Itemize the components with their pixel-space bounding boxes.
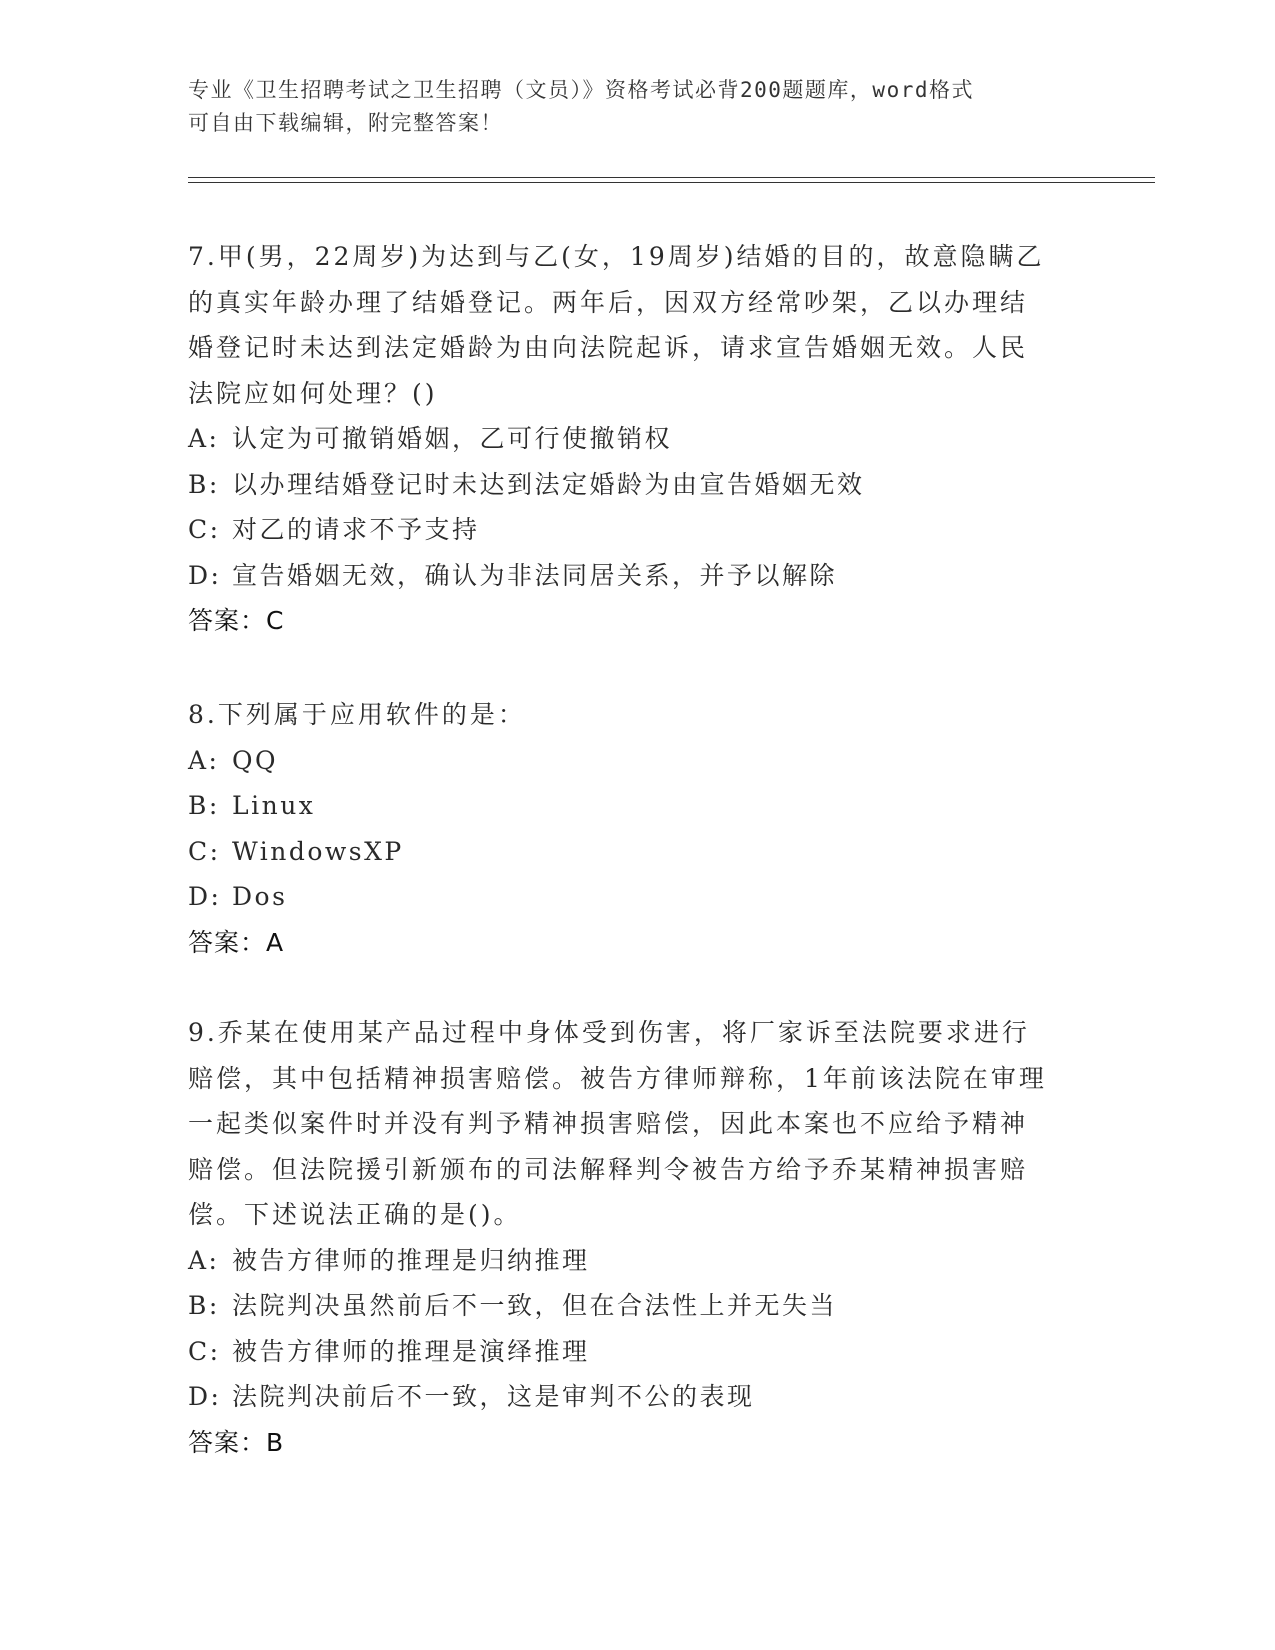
option-a <box>188 1238 1088 1284</box>
option-a <box>188 738 1088 784</box>
option-text: 以办理结婚登记时未达到法定婚龄为由宣告婚姻无效 <box>232 469 865 499</box>
option-letter: C: <box>188 515 221 544</box>
option-text: 被告方律师的推理是归纳推理 <box>232 1245 590 1275</box>
header-line: 可自由下载编辑，附完整答案！ <box>188 111 503 135</box>
option-text: WindowsXP <box>232 836 404 866</box>
option-letter: D: <box>188 560 222 590</box>
question-stem-line: 7.甲(男，22周岁)为达到与乙(女，19周岁)结婚的目的，故意隐瞒乙 <box>188 242 1045 271</box>
option-b <box>188 1283 1088 1329</box>
question-stem-line: 8.下列属于应用软件的是： <box>188 700 526 729</box>
option-letter: C: <box>188 836 221 866</box>
header-line: 专业《卫生招聘考试之卫生招聘（文员）》资格考试必背200题题库，word格式 <box>188 78 974 102</box>
option-c <box>188 1329 1088 1375</box>
question-stem-line: 赔偿，其中包括精神损害赔偿。被告方律师辩称，1年前该法院在审理 <box>188 1063 1047 1093</box>
document-header <box>188 74 1088 140</box>
option-letter: D: <box>188 882 222 911</box>
question-stem-line: 9.乔某在使用某产品过程中身体受到伤害，将厂家诉至法院要求进行 <box>188 1018 1030 1047</box>
option-c <box>188 829 1088 875</box>
option-b <box>188 783 1088 829</box>
option-letter: A: <box>188 424 220 453</box>
option-letter: D: <box>188 1382 222 1411</box>
option-b <box>188 462 1088 508</box>
answer-line: 答案：A <box>188 927 285 957</box>
option-d <box>188 1374 1088 1420</box>
answer-line: 答案：C <box>188 606 285 635</box>
header-divider <box>188 177 1155 178</box>
option-text: QQ <box>232 745 278 775</box>
question-stem-line: 婚登记时未达到法定婚龄为由向法院起诉，请求宣告婚姻无效。人民 <box>188 333 1029 362</box>
option-text: 被告方律师的推理是演绎推理 <box>232 1336 590 1366</box>
question-stem-line: 赔偿。但法院援引新颁布的司法解释判令被告方给予乔某精神损害赔 <box>188 1154 1029 1184</box>
option-text: Dos <box>232 882 288 911</box>
option-letter: B: <box>188 1291 220 1320</box>
option-text: Linux <box>232 791 316 820</box>
answer-line: 答案：B <box>188 1427 285 1457</box>
option-letter: B: <box>188 469 220 499</box>
question-block <box>188 234 1088 644</box>
question-block <box>188 692 1088 965</box>
option-letter: C: <box>188 1336 221 1366</box>
question-stem-line: 的真实年龄办理了结婚登记。两年后，因双方经常吵架，乙以办理结 <box>188 287 1029 317</box>
option-letter: A: <box>188 745 220 775</box>
question-stem-line: 法院应如何处理？() <box>188 378 438 408</box>
option-text: 宣告婚姻无效，确认为非法同居关系，并予以解除 <box>232 560 838 590</box>
option-d <box>188 553 1088 599</box>
option-text: 法院判决前后不一致，这是审判不公的表现 <box>232 1382 755 1411</box>
option-d <box>188 874 1088 920</box>
option-text: 认定为可撤销婚姻，乙可行使撤销权 <box>232 424 673 453</box>
option-a <box>188 416 1088 462</box>
option-letter: A: <box>188 1245 220 1275</box>
option-text: 对乙的请求不予支持 <box>232 515 480 544</box>
question-block <box>188 1010 1088 1465</box>
question-stem-line: 一起类似案件时并没有判予精神损害赔偿，因此本案也不应给予精神 <box>188 1109 1029 1138</box>
option-letter: B: <box>188 791 220 820</box>
question-stem-line: 偿。下述说法正确的是()。 <box>188 1200 522 1229</box>
option-text: 法院判决虽然前后不一致，但在合法性上并无失当 <box>232 1291 838 1320</box>
header-divider <box>188 182 1155 183</box>
option-c <box>188 507 1088 553</box>
